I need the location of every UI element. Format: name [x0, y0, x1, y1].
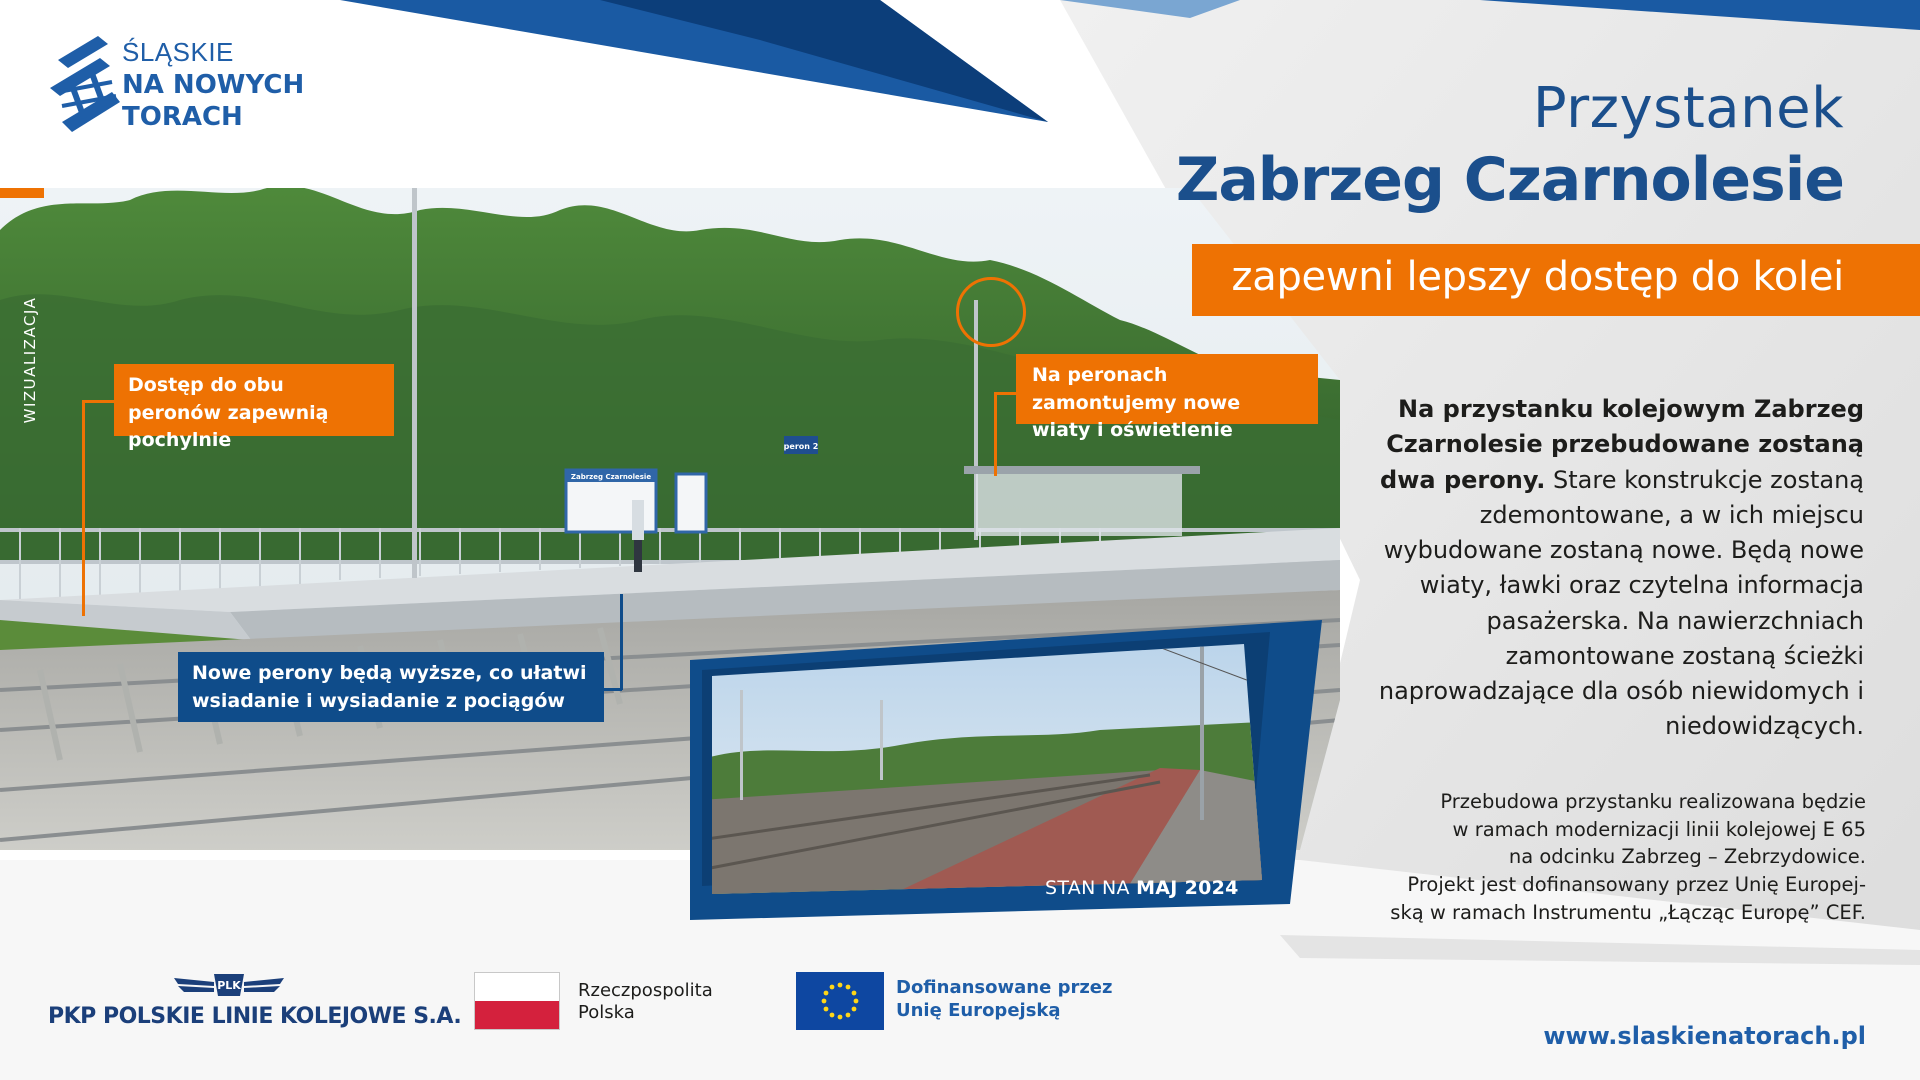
callout-ramps: Dostęp do obu peronów zapewnią pochylnie	[114, 364, 394, 436]
plk-name: PKP POLSKIE LINIE KOLEJOWE S.A.	[48, 1004, 462, 1029]
title-block	[1176, 76, 1844, 215]
brand-wordmark	[122, 36, 304, 134]
brand-logo[interactable]	[40, 30, 340, 150]
tagline: zapewni lepszy dostęp do kolei	[1231, 254, 1844, 300]
eu-funding-logo[interactable]	[796, 972, 1126, 1030]
callout-platform-height: Nowe perony będą wyższe, co ułatwi wsiadanie i wysiadanie z pociągów	[178, 652, 604, 722]
inset-caption-prefix: STAN NA	[1045, 877, 1137, 899]
height-leader-horizontal	[604, 688, 622, 691]
pl-line-2: Polska	[578, 1001, 635, 1023]
inset-caption	[1045, 877, 1239, 899]
description-lead: Na przystanku kolejowym Zabrzeg Czarnolesie przebudowane zostaną dwa perony.	[1380, 395, 1864, 494]
eu-line-2: Unię Europejską	[896, 1000, 1061, 1022]
ramps-leader-vertical	[82, 400, 85, 616]
page-title: Zabrzeg Czarnolesie	[1175, 145, 1844, 215]
eu-flag-icon	[796, 972, 884, 1030]
plk-winged-emblem-icon	[174, 972, 284, 1000]
funding-info	[1306, 788, 1866, 926]
lamp-highlight-ring	[956, 277, 1026, 347]
eu-funding-text	[896, 976, 1113, 1023]
plk-emblem-text: PLK	[217, 979, 241, 992]
ramps-leader-horizontal	[82, 400, 116, 403]
polish-flag-icon	[474, 972, 560, 1030]
polish-republic-text	[578, 980, 713, 1023]
funding-info-line-1: Przebudowa przystanku realizowana będzie	[1440, 790, 1866, 813]
pl-line-1: Rzeczpospolita	[578, 980, 713, 1001]
callout-shelters: Na peronach zamontujemy nowe wiaty i oświetlenie	[1016, 354, 1318, 424]
height-leader-vertical	[620, 594, 623, 690]
description-paragraph	[1334, 392, 1864, 745]
inset-caption-date: MAJ 2024	[1136, 877, 1239, 899]
description-body: Stare konstrukcje zostaną zdemontowane, a w ich miejscu wybudowane zostaną nowe. Będą nowe wiaty, ławki oraz czytelna informacja pasażerska. Na nawierzchniach zamontowane zostaną ścieżki naprowadzające dla osób niewidomych i niedowidzących.	[1378, 465, 1864, 741]
platform-number-sign: peron 2	[783, 442, 819, 451]
plk-logo[interactable]	[48, 972, 462, 1032]
tagline-bar	[1192, 244, 1920, 316]
shelters-leader-vertical	[994, 392, 997, 476]
brand-line-1: ŚLĄSKIE	[122, 37, 234, 67]
brand-line-3: TORACH	[122, 102, 243, 132]
funding-info-line-2: w ramach modernizacji linii kolejowej E 65	[1452, 817, 1866, 841]
rail-track-logo-icon	[40, 30, 130, 145]
polish-republic-logo[interactable]	[474, 972, 744, 1030]
funding-info-line-3: na odcinku Zabrzeg – Zebrzydowice.	[1508, 845, 1866, 869]
funding-info-line-5: ską w ramach Instrumentu „Łącząc Europę” CEF.	[1390, 900, 1866, 924]
visualization-label: WIZUALIZACJA	[21, 296, 39, 424]
orange-accent-tick	[0, 188, 44, 198]
eu-line-1: Dofinansowane przez	[896, 977, 1113, 998]
funding-info-line-4: Projekt jest dofinansowany przez Unię Europej-	[1407, 873, 1866, 897]
shelters-leader-horizontal	[994, 392, 1018, 395]
brand-line-2: NA NOWYCH	[122, 69, 305, 100]
inset-photo-frame	[690, 620, 1322, 920]
website-link[interactable]: www.slaskienatorach.pl	[1543, 1022, 1866, 1050]
station-board-sign: Zabrzeg Czarnolesie	[570, 473, 652, 481]
title-kicker: Przystanek	[1532, 76, 1844, 141]
